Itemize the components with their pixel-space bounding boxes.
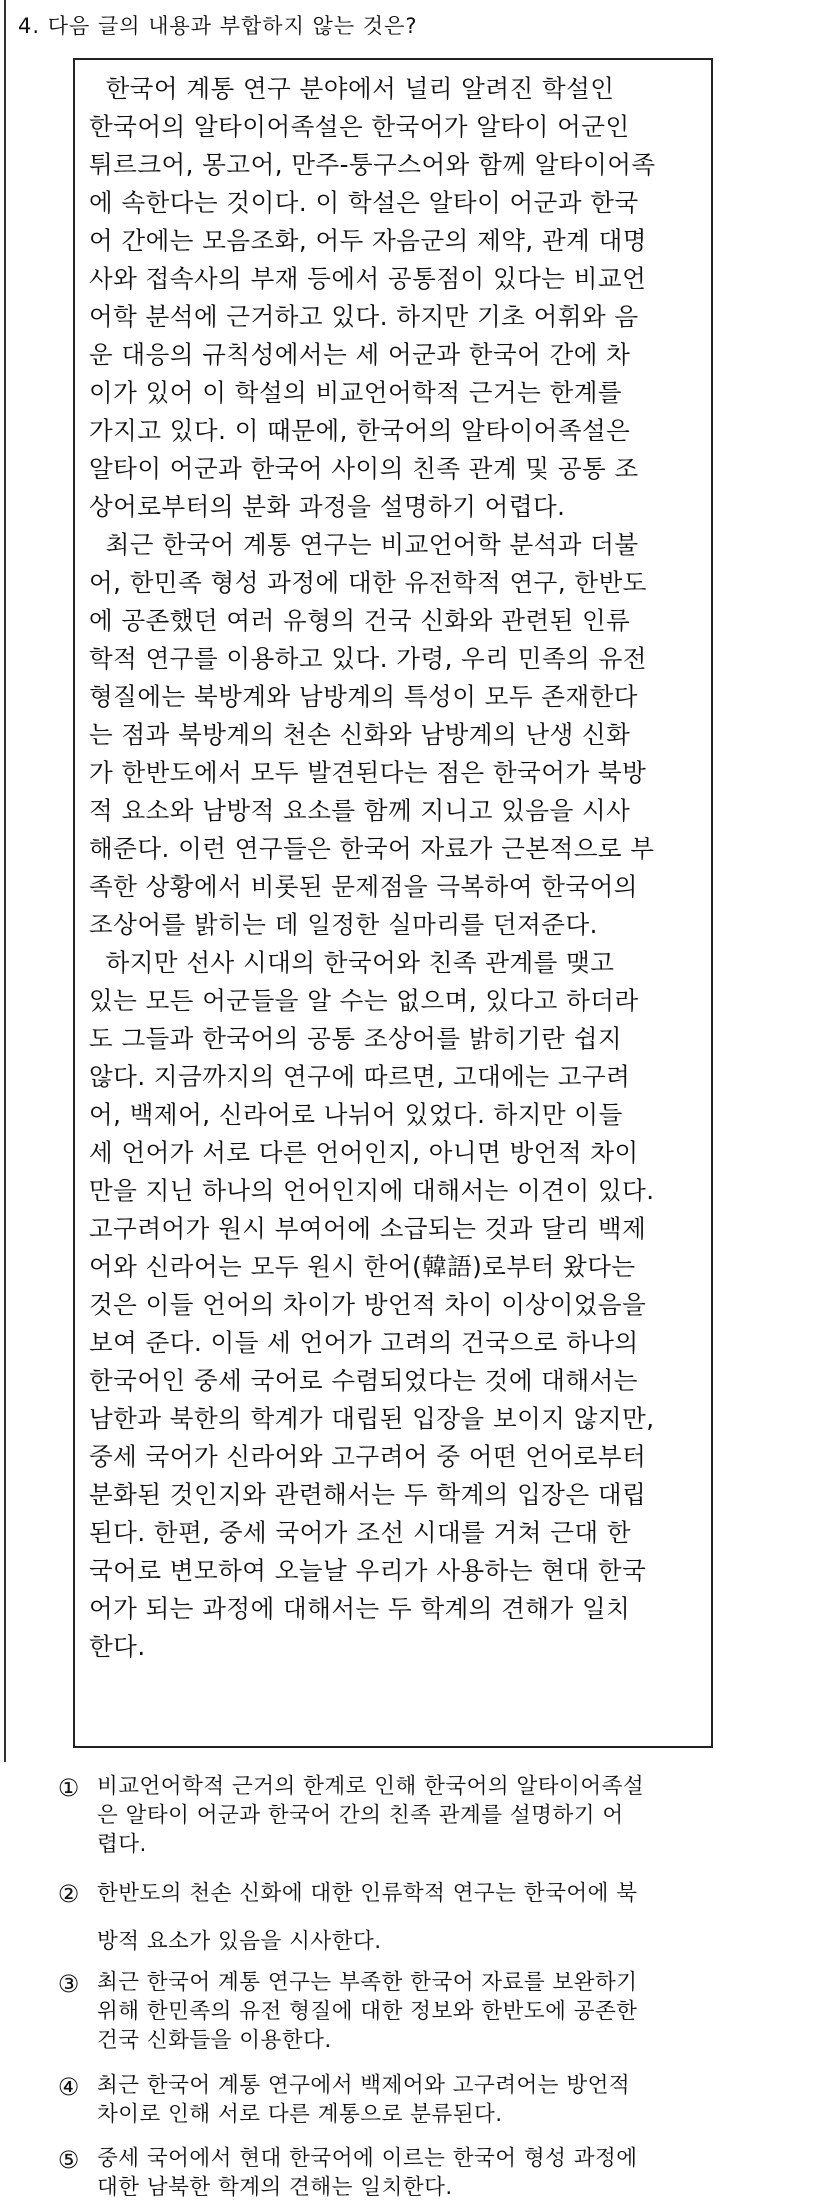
choice-number-5: ⑤ [57,2146,80,2174]
passage-line: 상어로부터의 분화 과정을 설명하기 어렵다. [89,492,566,521]
choice-text [97,2071,777,2129]
choice-line: 한반도의 천손 신화에 대한 인류학적 연구는 한국어에 북 [97,1881,638,1906]
choice-line: 렵다. [97,1832,147,1857]
left-margin-rule [4,0,6,1762]
choice-line: 위해 한민족의 유전 형질에 대한 정보와 한반도에 공존한 [97,1999,638,2024]
passage-line: 에 공존했던 여러 유형의 건국 신화와 관련된 인류 [89,606,631,635]
choice-number-4: ④ [57,2073,80,2101]
passage-line: 있는 모든 어군들을 알 수는 없으며, 있다고 하더라 [89,986,639,1015]
passage-line: 어 간에는 모음조화, 어두 자음군의 제약, 관계 대명 [89,226,647,255]
choice-line: 대한 남북한 학계의 견해는 일치한다. [97,2175,453,2200]
passage-line: 해준다. 이런 연구들은 한국어 자료가 근본적으로 부 [89,834,655,863]
choice-text [97,2144,777,2202]
passage-line: 학적 연구를 이용하고 있다. 가령, 우리 민족의 유전 [89,644,647,673]
passage-line: 한다. [89,1632,146,1661]
passage-line: 어가 되는 과정에 대해서는 두 학계의 견해가 일치 [89,1594,631,1623]
choice-number-3: ③ [57,1970,80,1998]
passage-line: 운 대응의 규칙성에서는 세 어군과 한국어 간에 차 [89,340,631,369]
passage-line: 튀르크어, 몽고어, 만주-퉁구스어와 함께 알타이어족 [89,150,656,179]
choice-line: 건국 신화들을 이용한다. [97,2028,332,2053]
passage-line: 알타이 어군과 한국어 사이의 친족 관계 및 공통 조 [89,454,639,483]
passage-line: 한국어의 알타이어족설은 한국어가 알타이 어군인 [89,112,630,141]
passage-line: 사와 접속사의 부재 등에서 공통점이 있다는 비교언 [89,264,647,293]
passage-line: 세 언어가 서로 다른 언어인지, 아니면 방언적 차이 [89,1138,639,1167]
passage-line: 보여 준다. 이들 세 언어가 고려의 건국으로 하나의 [89,1328,639,1357]
passage-line: 는 점과 북방계의 천손 신화와 남방계의 난생 신화 [89,720,631,749]
passage-line: 어학 분석에 근거하고 있다. 하지만 기초 어휘와 음 [89,302,639,331]
passage-line: 중세 국어가 신라어와 고구려어 중 어떤 언어로부터 [89,1442,647,1471]
passage-text [89,70,699,1666]
passage-line: 도 그들과 한국어의 공통 조상어를 밝히기란 쉽지 [89,1024,623,1053]
passage-line: 한국어인 중세 국어로 수렴되었다는 것에 대해서는 [89,1366,638,1395]
choice-text [97,1772,777,1859]
question-title: 4. 다음 글의 내용과 부합하지 않는 것은? [18,14,418,38]
choice-number-1: ① [57,1774,80,1802]
passage-line: 어와 신라어는 모두 원시 한어(韓語)로부터 왔다는 [89,1252,636,1281]
passage-line: 적 요소와 남방적 요소를 함께 지니고 있음을 시사 [89,796,631,825]
passage-line: 조상어를 밝히는 데 일정한 실마리를 던져준다. [89,910,598,939]
passage-line: 고구려어가 원시 부여어에 소급되는 것과 달리 백제 [89,1214,647,1243]
passage-line: 것은 이들 언어의 차이가 방언적 차이 이상이었음을 [89,1290,647,1319]
choice-line: 은 알타이 어군과 한국어 간의 친족 관계를 설명하기 어 [97,1803,624,1828]
passage-line: 형질에는 북방계와 남방계의 특성이 모두 존재한다 [89,682,638,711]
passage-line: 어, 한민족 형성 과정에 대한 유전학적 연구, 한반도 [89,568,647,597]
passage-line: 족한 상황에서 비롯된 문제점을 극복하여 한국어의 [89,872,638,901]
choice-text [97,1968,777,2055]
passage-line: 에 속한다는 것이다. 이 학설은 알타이 어군과 한국 [89,188,639,217]
passage-line: 된다. 한편, 중세 국어가 조선 시대를 거쳐 근대 한 [89,1518,632,1547]
passage-line: 만을 지닌 하나의 언어인지에 대해서는 이견이 있다. [89,1176,655,1205]
passage-line: 분화된 것인지와 관련해서는 두 학계의 입장은 대립 [89,1480,647,1509]
choice-line: 비교언어학적 근거의 한계로 인해 한국어의 알타이어족설 [97,1774,645,1799]
passage-line: 이가 있어 이 학설의 비교언어학적 근거는 한계를 [89,378,623,407]
passage-line: 가 한반도에서 모두 발견된다는 점은 한국어가 북방 [89,758,647,787]
choice-text [97,1870,777,1966]
passage-line: 한국어 계통 연구 분야에서 널리 알려진 학설인 [89,74,615,103]
choice-line: 최근 한국어 계통 연구에서 백제어와 고구려어는 방언적 [97,2073,631,2098]
passage-line: 하지만 선사 시대의 한국어와 친족 관계를 맺고 [89,948,615,977]
passage-line: 가지고 있다. 이 때문에, 한국어의 알타이어족설은 [89,416,631,445]
choice-number-2: ② [57,1880,80,1908]
passage-line: 어, 백제어, 신라어로 나뉘어 있었다. 하지만 이들 [89,1100,623,1129]
choice-line: 중세 국어에서 현대 한국어에 이르는 한국어 형성 과정에 [97,2146,638,2171]
choice-line: 방적 요소가 있음을 시사한다. [97,1929,382,1954]
choice-line: 최근 한국어 계통 연구는 부족한 한국어 자료를 보완하기 [97,1970,638,1995]
passage-line: 않다. 지금까지의 연구에 따르면, 고대에는 고구려 [89,1062,631,1091]
passage-line: 최근 한국어 계통 연구는 비교언어학 분석과 더불 [89,530,639,559]
passage-line: 국어로 변모하여 오늘날 우리가 사용하는 현대 한국 [89,1556,647,1585]
choice-line: 차이로 인해 서로 다른 계통으로 분류된다. [97,2102,503,2127]
passage-line: 남한과 북한의 학계가 대립된 입장을 보이지 않지만, [89,1404,655,1433]
